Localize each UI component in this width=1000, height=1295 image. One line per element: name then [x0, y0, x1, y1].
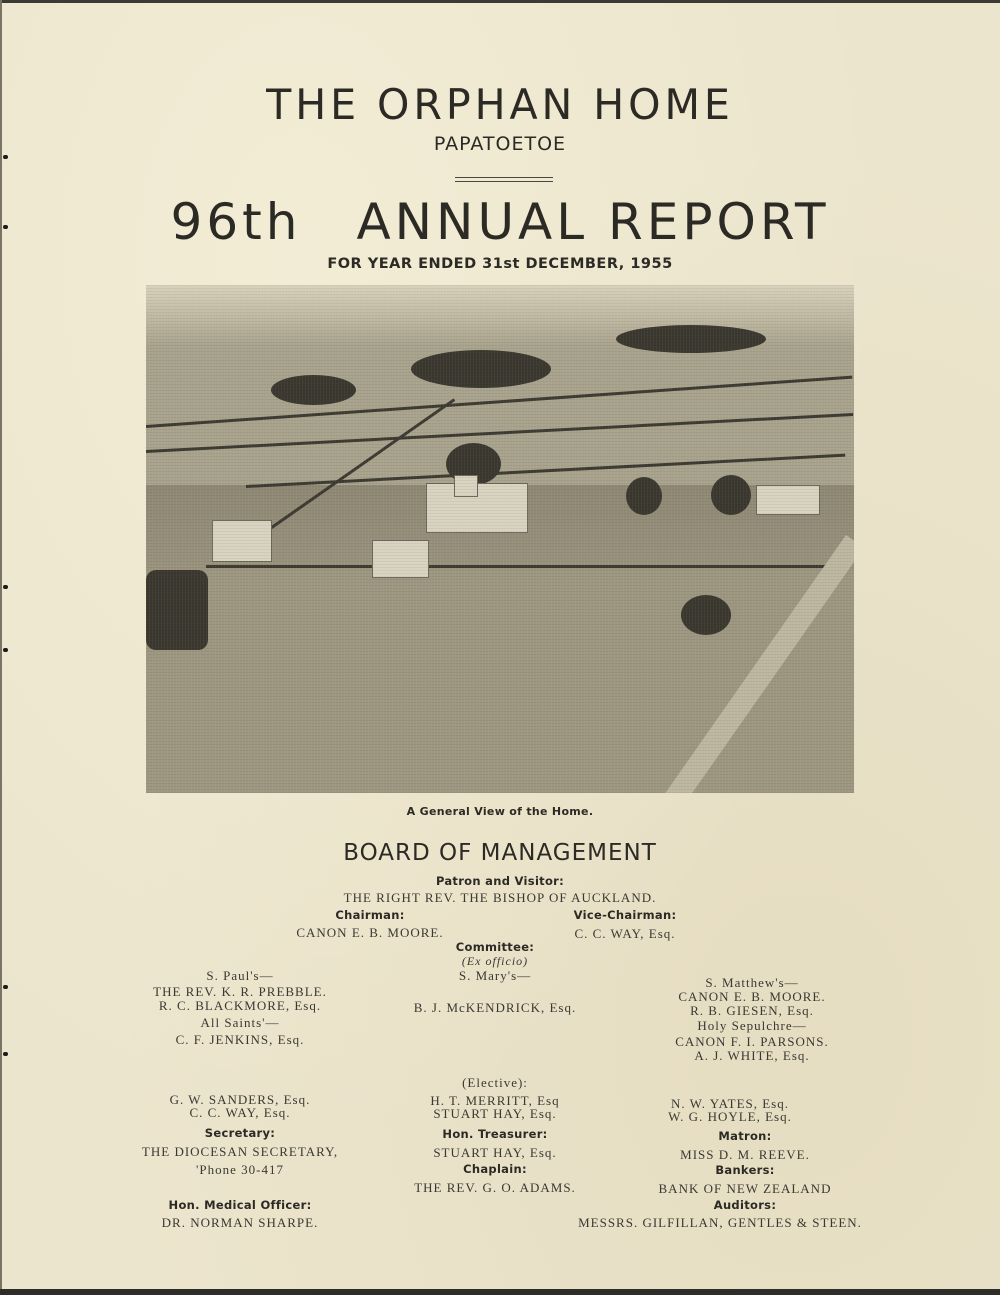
medical-officer-label: Hon. Medical Officer: [168, 1198, 312, 1212]
elective-member: N. W. YATES, Esq. [670, 1096, 789, 1111]
chaplain-name: THE REV. G. O. ADAMS. [414, 1180, 576, 1195]
committee-member: R. C. BLACKMORE, Esq. [158, 998, 322, 1013]
vice-chairman-name: C. C. WAY, Esq. [574, 926, 676, 941]
elective-member: C. C. WAY, Esq. [189, 1105, 291, 1120]
report-period: FOR YEAR ENDED 31st DECEMBER, 1955 [327, 256, 673, 272]
elective-member: H. T. MERRITT, Esq [430, 1093, 560, 1108]
patron-label: Patron and Visitor: [435, 874, 565, 888]
elective-member: STUART HAY, Esq. [433, 1106, 557, 1121]
location-subtitle: PAPATOETOE [433, 133, 567, 155]
parish-s-pauls: S. Paul's— [206, 968, 274, 983]
auditors-label: Auditors: [713, 1198, 777, 1212]
chairman-name: CANON E. B. MOORE. [296, 925, 444, 940]
secretary-phone: 'Phone 30-417 [196, 1162, 284, 1177]
committee-member: R. B. GIESEN, Esq. [690, 1003, 814, 1018]
report-number: 96th [170, 193, 302, 251]
matron-name: MISS D. M. REEVE. [680, 1147, 810, 1162]
binding-hole-mark [3, 1052, 8, 1056]
committee-member: A. J. WHITE, Esq. [694, 1048, 810, 1063]
board-heading: BOARD OF MANAGEMENT [343, 840, 657, 866]
binding-hole-mark [3, 585, 8, 589]
photo-halftone-texture [146, 285, 854, 793]
scan-bottom-edge [0, 1289, 1000, 1295]
treasurer-name: STUART HAY, Esq. [433, 1145, 557, 1160]
secretary-name: THE DIOCESAN SECRETARY, [141, 1144, 339, 1159]
secretary-label: Secretary: [204, 1126, 276, 1140]
committee-member: B. J. McKENDRICK, Esq. [413, 1000, 577, 1015]
matron-label: Matron: [718, 1129, 772, 1143]
committee-member: C. F. JENKINS, Esq. [175, 1032, 305, 1047]
committee-member: CANON E. B. MOORE. [678, 989, 826, 1004]
binding-hole-mark [3, 985, 8, 989]
binding-hole-mark [3, 648, 8, 652]
photo-caption: A General View of the Home. [406, 805, 594, 818]
parish-all-saints: All Saints'— [200, 1015, 280, 1030]
report-heading [0, 193, 1000, 251]
parish-holy-sepulchre: Holy Sepulchre— [697, 1018, 807, 1033]
elective-member: G. W. SANDERS, Esq. [169, 1092, 311, 1107]
committee-member: THE REV. K. R. PREBBLE. [153, 984, 327, 999]
committee-member: CANON F. I. PARSONS. [675, 1034, 829, 1049]
document-title: THE ORPHAN HOME [266, 80, 734, 129]
chairman-label: Chairman: [335, 908, 405, 922]
chaplain-label: Chaplain: [463, 1162, 527, 1176]
double-rule-divider [455, 177, 553, 182]
binding-hole-mark [3, 155, 8, 159]
aerial-photo [146, 285, 854, 793]
elective-label: (Elective): [462, 1075, 528, 1090]
ex-officio-note: (Ex officio) [461, 954, 529, 968]
medical-officer-name: DR. NORMAN SHARPE. [161, 1215, 319, 1230]
bankers-label: Bankers: [715, 1163, 775, 1177]
elective-member: W. G. HOYLE, Esq. [668, 1109, 792, 1124]
scan-top-edge [0, 0, 1000, 3]
vice-chairman-label: Vice-Chairman: [573, 908, 677, 922]
treasurer-label: Hon. Treasurer: [442, 1127, 548, 1141]
parish-s-marys: S. Mary's— [458, 968, 532, 983]
bankers-name: BANK OF NEW ZEALAND [658, 1181, 832, 1196]
patron-name: THE RIGHT REV. THE BISHOP OF AUCKLAND. [343, 890, 657, 905]
report-title-text: ANNUAL REPORT [356, 193, 830, 251]
parish-s-matthews: S. Matthew's— [705, 975, 799, 990]
auditors-name: MESSRS. GILFILLAN, GENTLES & STEEN. [578, 1215, 862, 1230]
committee-label: Committee: [455, 940, 535, 954]
